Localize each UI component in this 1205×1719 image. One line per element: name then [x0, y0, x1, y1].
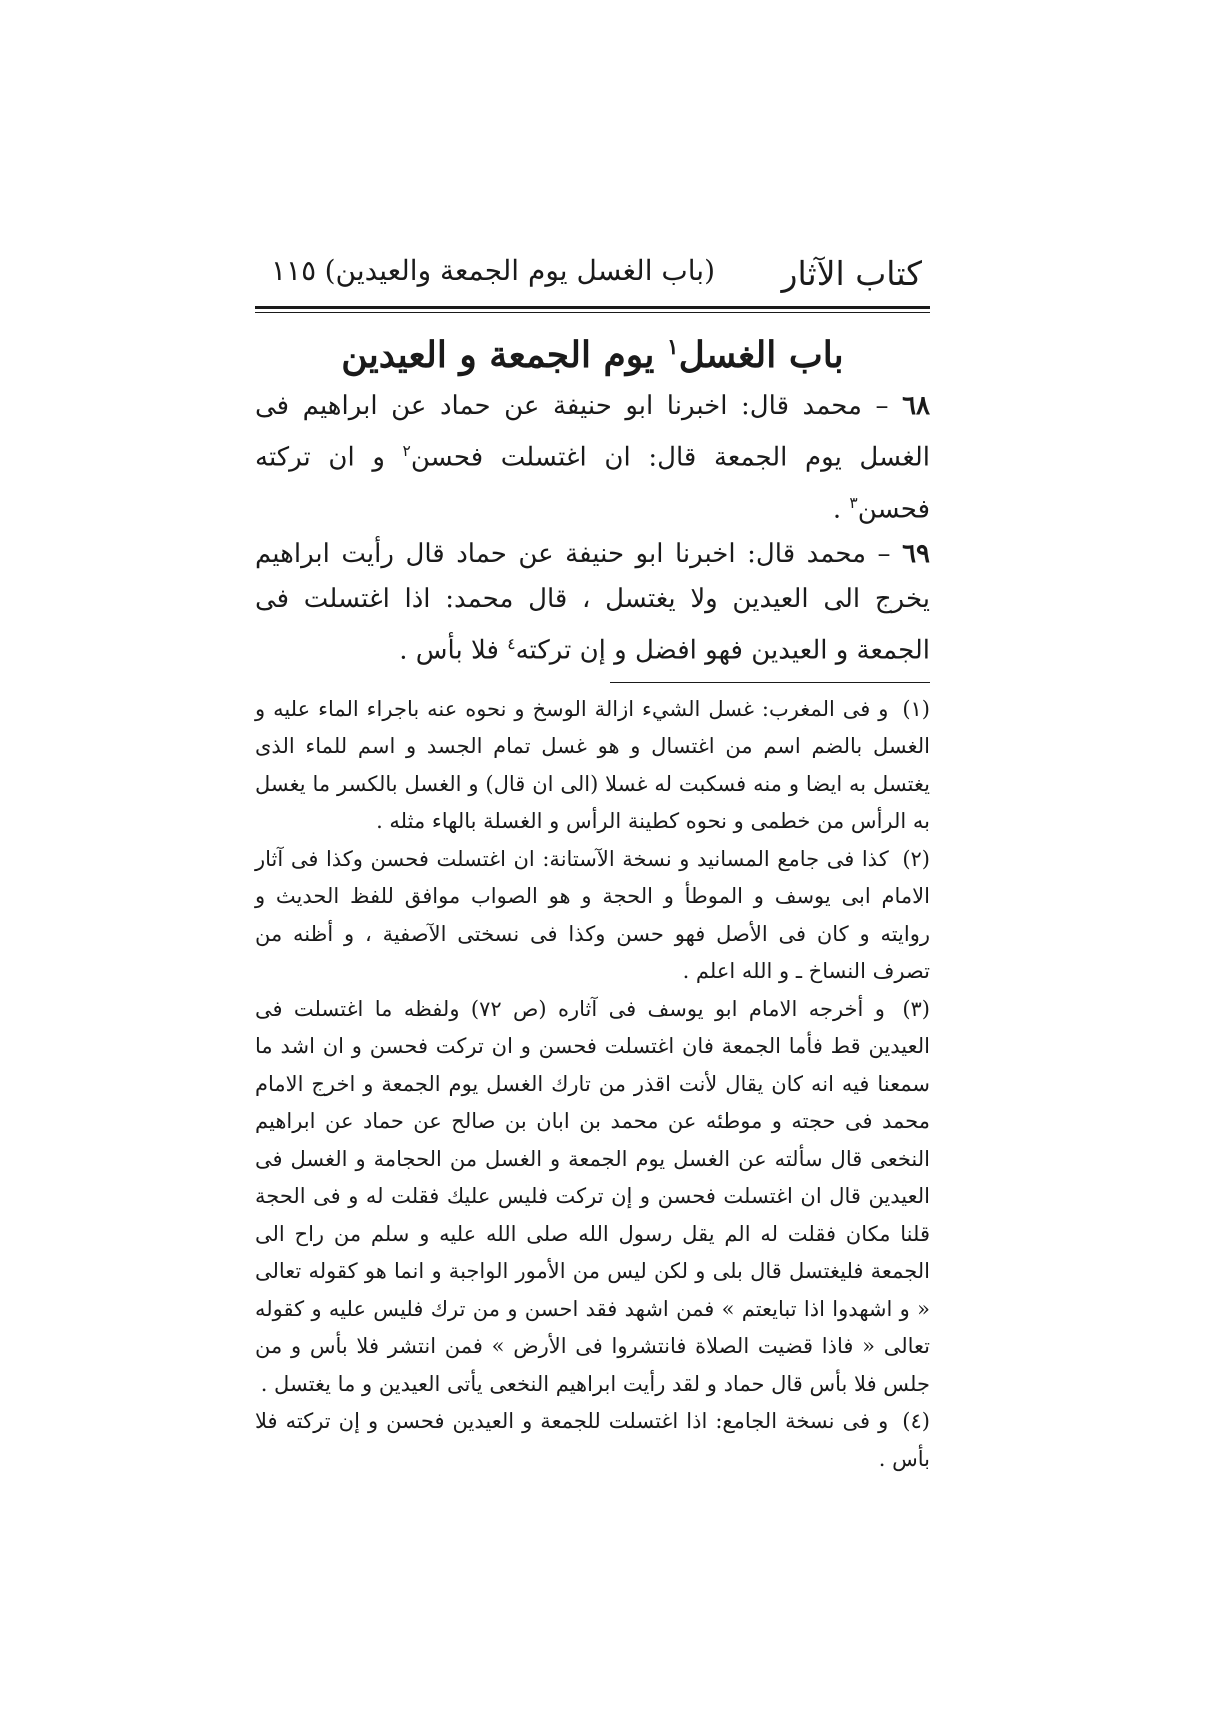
footnote-divider — [610, 682, 930, 683]
hadith-text: و ان تركته فحسن — [255, 442, 930, 525]
book-title: كتاب الآثار — [781, 254, 922, 293]
footnote-ref: ٤ — [507, 635, 516, 654]
footnote-2 — [255, 841, 930, 991]
hadith-number: ٦٨ — [902, 391, 931, 421]
running-header — [255, 250, 930, 306]
chapter-footnote-ref: ١ — [666, 335, 679, 360]
footnote-ref: ٣ — [849, 493, 858, 512]
hadith-69 — [255, 532, 930, 674]
footnote-3 — [255, 991, 930, 1404]
footnote-number: (١) — [902, 696, 930, 721]
footnote-text: و أخرجه الامام ابو يوسف فى آثاره (ص ٧٢) ولفظه ما اغتسلت فى العيدين قط فأما الجمعة فان اغتسلت فحسن و ان تركت فحسن و ان اشد ما سمعنا فيه انه كان يقال لأنت اقذر من تارك الغسل يوم الجمعة و اخرج الامام محمد فى حجته و موطئه عن محمد بن ابان بن صالح عن حماد عن ابراهيم النخعى قال سألته عن الغسل يوم الجمعة و الغسل من الحجامة و الغسل فى العيدين قال ان اغتسلت فحسن و إن تركت فليس عليك فقلت له و فى الحجة قلنا مكان فقلت له الم يقل رسول الله صلى الله عليه و سلم من راح الى الجمعة فليغتسل قال بلى و لكن ليس من الأمور الواجبة و انما هو كقوله تعالى « و اشهدوا اذا تبايعتم » فمن اشهد فقد احسن و من ترك فليس عليه و كقوله تعالى « فاذا قضيت الصلاة فانتشروا فى الأرض » فمن انتشر فلا بأس و من جلس فلا بأس قال حماد و لقد رأيت ابراهيم النخعى يأتى العيدين و ما يغتسل . — [255, 996, 930, 1396]
running-chapter-title: (باب الغسل يوم الجمعة والعيدين) — [324, 254, 715, 287]
hadith-68 — [255, 384, 930, 532]
footnote-number: (٣) — [902, 996, 930, 1021]
page-number: ١١٥ — [271, 254, 317, 287]
hadith-number: ٦٩ — [902, 539, 931, 570]
footnote-4 — [255, 1403, 930, 1478]
hadith-text: – محمد قال: اخبرنا ابو حنيفة عن حماد عن ابراهيم فى الغسل يوم الجمعة قال: ان اغتسلت فحسن — [255, 391, 931, 473]
footnote-text: كذا فى جامع المسانيد و نسخة الآستانة: ان اغتسلت فحسن وكذا فى آثار الامام ابى يوسف و الموطأ و الحجة و هو الصواب موافق للفظ الحديث و روايته و كان فى الأصل فهو حسن وكذا فى نسختى الآصفية ، و أظنه من تصرف النساخ ـ و الله اعلم . — [255, 846, 930, 984]
header-divider — [255, 306, 930, 313]
footnote-number: (٢) — [902, 846, 930, 871]
footnote-1 — [255, 691, 930, 841]
chapter-heading — [255, 319, 930, 384]
footnote-text: و فى المغرب: غسل الشيء ازالة الوسخ و نحوه عنه باجراء الماء عليه و الغسل بالضم اسم من اغتسال و هو غسل تمام الجسد و اسم للماء الذى يغتسل به ايضا و منه فسكبت له غسلا (الى ان قال) و الغسل بالكسر ما يغسل به الرأس من خطمى و نحوه كطينة الرأس و الغسلة بالهاء مثله . — [255, 696, 930, 834]
hadith-text: فلا بأس . — [399, 635, 499, 666]
footnote-number: (٤) — [902, 1409, 930, 1434]
hadith-text: – محمد قال: اخبرنا ابو حنيفة عن حماد قال رأيت ابراهيم يخرج الى العيدين ولا يغتسل ، قال محمد: اذا اغتسلت فى الجمعة و العيدين فهو افضل و إن تركته — [255, 539, 930, 666]
chapter-heading-rest: يوم الجمعة و العيدين — [341, 334, 655, 376]
book-page — [255, 250, 930, 1478]
footnote-text: و فى نسخة الجامع: اذا اغتسلت للجمعة و العيدين فحسن و إن تركته فلا بأس . — [255, 1409, 930, 1471]
footnote-ref: ٢ — [402, 442, 411, 460]
hadith-text: . — [832, 494, 842, 525]
chapter-heading-text: باب الغسل — [678, 334, 844, 376]
